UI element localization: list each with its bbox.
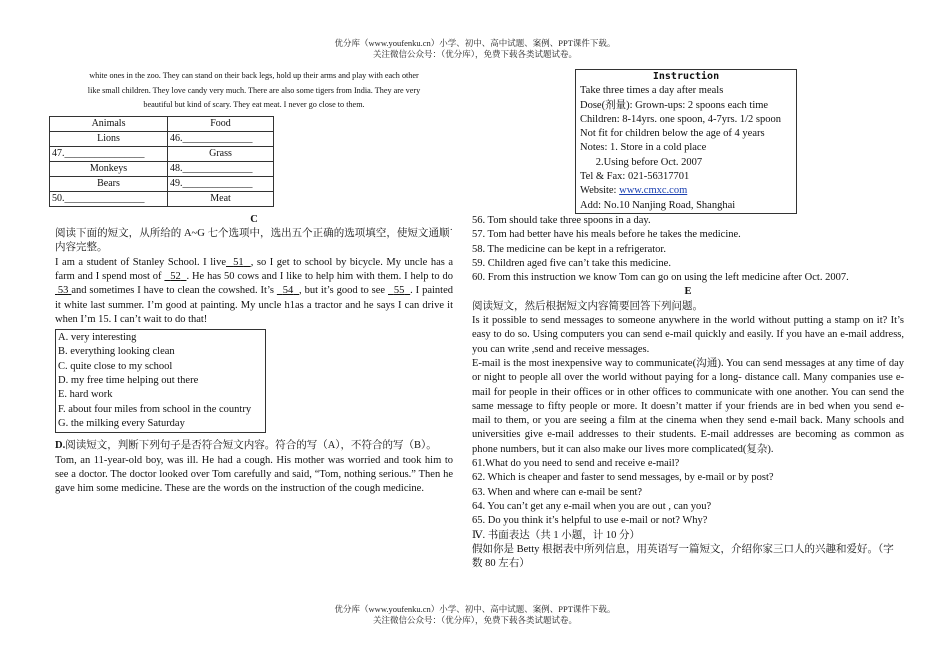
intro-passage bbox=[55, 69, 453, 113]
option-e: E. hard work bbox=[58, 389, 113, 401]
blank-number: 51 bbox=[233, 256, 244, 268]
table-cell: Monkeys bbox=[50, 161, 168, 176]
website-link[interactable]: www.cmxc.com bbox=[619, 185, 688, 197]
question-63: 63. When and where can e-mail be sent? bbox=[472, 486, 643, 498]
header-food: Food bbox=[168, 116, 274, 131]
table-row bbox=[50, 146, 274, 161]
address-line: Add: No.10 Nanjing Road, Shanghai bbox=[580, 199, 736, 211]
blank-55 bbox=[388, 285, 410, 296]
instruction-box bbox=[575, 69, 797, 214]
question-65: 65. Do you think it’s helpful to use e-mail or not? Why? bbox=[472, 515, 708, 527]
left-column bbox=[52, 69, 454, 496]
option-g: G. the milking every Saturday bbox=[58, 417, 185, 429]
blank-number: 53 bbox=[57, 285, 69, 297]
passage-text: I am a student of Stanley School. I live bbox=[55, 256, 226, 268]
section-c-passage bbox=[55, 256, 453, 327]
table-cell: Lions bbox=[50, 131, 168, 146]
blank-number: 54 bbox=[282, 285, 294, 297]
passage-text: and sometimes I have to clean the cowshed. It’s bbox=[71, 285, 277, 297]
passage-text: , so I get to school by bicycle. My uncle has a farm and I spend most of bbox=[55, 256, 454, 282]
question-58: 58. The medicine can be kept in a refrigerator. bbox=[472, 243, 666, 255]
table-row bbox=[50, 131, 274, 146]
option-f: F. about four miles from school in the country bbox=[58, 403, 252, 415]
passage-text: . He has 50 cows and I like to help him with them. I help to do bbox=[186, 270, 453, 282]
animals-food-table bbox=[49, 116, 274, 207]
section-e-paragraph-1: Is it possible to send messages to someone anywhere in the world without putting a stamp on it? It’s easy to do so. Using computers you can send e-mail quickly and easily. If you have an e-mail address, you can write ,send and receive messages. bbox=[472, 315, 904, 355]
option-d: D. my free time helping out there bbox=[58, 375, 199, 387]
instruction-line: Dose(剂量): Grown-ups: 2 spoons each time bbox=[580, 99, 769, 111]
section-c-instructions: 阅读下面的短文，从所给的 A~G 七个选项中，选出五个正确的选项填空，使短文通顺˙内容完整。 bbox=[55, 228, 453, 254]
option-a: A. very interesting bbox=[58, 332, 137, 344]
table-row bbox=[50, 176, 274, 191]
instruction-title: Instruction bbox=[652, 71, 720, 82]
section-d-instructions bbox=[55, 439, 453, 453]
header-line-1: 优分库（www.youfenku.cn）小学、初中、高中试题、案例、PPT课件下载。 bbox=[334, 38, 616, 48]
option-c: C. quite close to my school bbox=[58, 360, 173, 372]
question-56: 56. Tom should take three spoons in a day. bbox=[472, 214, 651, 226]
section-d-questions bbox=[472, 214, 904, 285]
table-cell: Bears bbox=[50, 176, 168, 191]
table-row bbox=[50, 191, 274, 206]
section-d-label: D. bbox=[55, 440, 66, 452]
blank-number: 55 bbox=[393, 285, 405, 297]
instruction-line: 2.Using before Oct. 2007 bbox=[580, 156, 703, 168]
question-59: 59. Children aged five can’t take this medicine. bbox=[472, 257, 671, 269]
option-b: B. everything looking clean bbox=[58, 346, 175, 358]
section-e-heading: E bbox=[684, 286, 692, 298]
question-64: 64. You can’t get any e-mail when you are out , can you? bbox=[472, 500, 712, 512]
intro-line: like small children. They love candy very much. There are also some tigers from India. They are very bbox=[87, 85, 421, 95]
table-cell: Grass bbox=[168, 146, 274, 161]
footer-line-1: 优分库（www.youfenku.cn）小学、初中、高中试题、案例、PPT课件下载。 bbox=[334, 604, 616, 614]
website-line bbox=[580, 184, 792, 198]
table-cell: 49.______________ bbox=[168, 176, 274, 191]
instruction-line: Not fit for children below the age of 4 years bbox=[580, 128, 765, 140]
blank-number: 52 bbox=[170, 270, 181, 282]
table-cell: Meat bbox=[168, 191, 274, 206]
footer-line-2: 关注微信公众号：（优分库），免费下载各类试题试卷。 bbox=[372, 615, 577, 625]
blank-54 bbox=[277, 285, 299, 296]
section-e-paragraph-2: E-mail is the most inexpensive way to communicate(沟通). You can send messages at any time of day or night to people all over the world without paying for a long- distance call. Many companies use e-mail for people in their offices or in other offices to communicate with one another. You can send the same message to fifty people or more. It doesn’t matter if your friends are in bed when you send e-mail to them, or you are seeing a film at the cinema when they send e-mail back. Many schools and universities give e-mail addresses to their students. E-mail addresses are becoming as common as phone numbers, but it can also make our lives more complicated(复杂). bbox=[472, 357, 904, 455]
blank-51 bbox=[226, 257, 251, 268]
section-d-instruction-text: 阅读短文，判断下列句子是否符合短文内容。符合的写（A），不符合的写（B）。 bbox=[65, 440, 437, 452]
page-header bbox=[0, 38, 950, 60]
passage-text: . I painted it white last summer. I’m good at painting. My uncle h1as a tractor and he says I can drive it when I’m 15. I can’t wait to do that! bbox=[55, 285, 453, 325]
blank-52 bbox=[164, 271, 186, 282]
section-c-heading: C bbox=[250, 213, 258, 225]
table-row bbox=[50, 161, 274, 176]
intro-line: white ones in the zoo. They can stand on their back legs, hold up their arms and play with each other bbox=[89, 71, 419, 80]
page-footer bbox=[0, 604, 950, 626]
header-animals: Animals bbox=[50, 116, 168, 131]
table-cell: 48.______________ bbox=[168, 161, 274, 176]
header-line-2: 关注微信公众号：（优分库），免费下载各类试题试卷。 bbox=[372, 49, 577, 59]
right-column bbox=[472, 69, 904, 571]
question-61: 61.What do you need to send and receive e-mail? bbox=[472, 458, 680, 470]
passage-text: , but it’s good to see bbox=[299, 285, 388, 297]
instruction-line: Tel & Fax: 021-56317701 bbox=[580, 171, 690, 183]
question-57: 57. Tom had better have his meals before he takes the medicine. bbox=[472, 229, 741, 241]
instruction-line: Children: 8-14yrs. one spoon, 4-7yrs. 1/2 spoon bbox=[580, 113, 781, 125]
instruction-line: Notes: 1. Store in a cold place bbox=[580, 142, 707, 154]
intro-line: beautiful but kind of scary. They eat meat. I never go close to them. bbox=[143, 100, 365, 110]
section-iv-heading: Ⅳ. 书面表达（共 1 小题，计 10 分） bbox=[472, 529, 640, 541]
section-d-passage: Tom, an 11-year-old boy, was ill. He had a cough. His mother was worried and took him to see a doctor. The doctor looked over Tom carefully and said, “Tom, nothing serious.” Then he gave him some medicine. These are the words on the instruction of the cough medicine. bbox=[55, 454, 453, 495]
question-62: 62. Which is cheaper and faster to send messages, by e-mail or by post? bbox=[472, 472, 774, 484]
table-cell: 47.________________ bbox=[50, 146, 168, 161]
instruction-line: Take three times a day after meals bbox=[580, 85, 724, 97]
table-header-row bbox=[50, 116, 274, 131]
website-label: Website: bbox=[580, 185, 620, 197]
blank-53 bbox=[55, 285, 71, 296]
options-box bbox=[55, 329, 266, 433]
section-e-instructions: 阅读短文，然后根据短文内容简要回答下列问题。 bbox=[472, 300, 703, 312]
section-iv-prompt: 假如你是 Betty 根据表中所列信息，用英语写一篇短文，介绍你家三口人的兴趣和爱好。（字数 80 左右） bbox=[472, 543, 894, 570]
question-60: 60. From this instruction we know Tom can go on using the left medicine after Oct. 2007. bbox=[472, 272, 849, 284]
table-cell: 46.______________ bbox=[168, 131, 274, 146]
table-cell: 50.________________ bbox=[50, 191, 168, 206]
